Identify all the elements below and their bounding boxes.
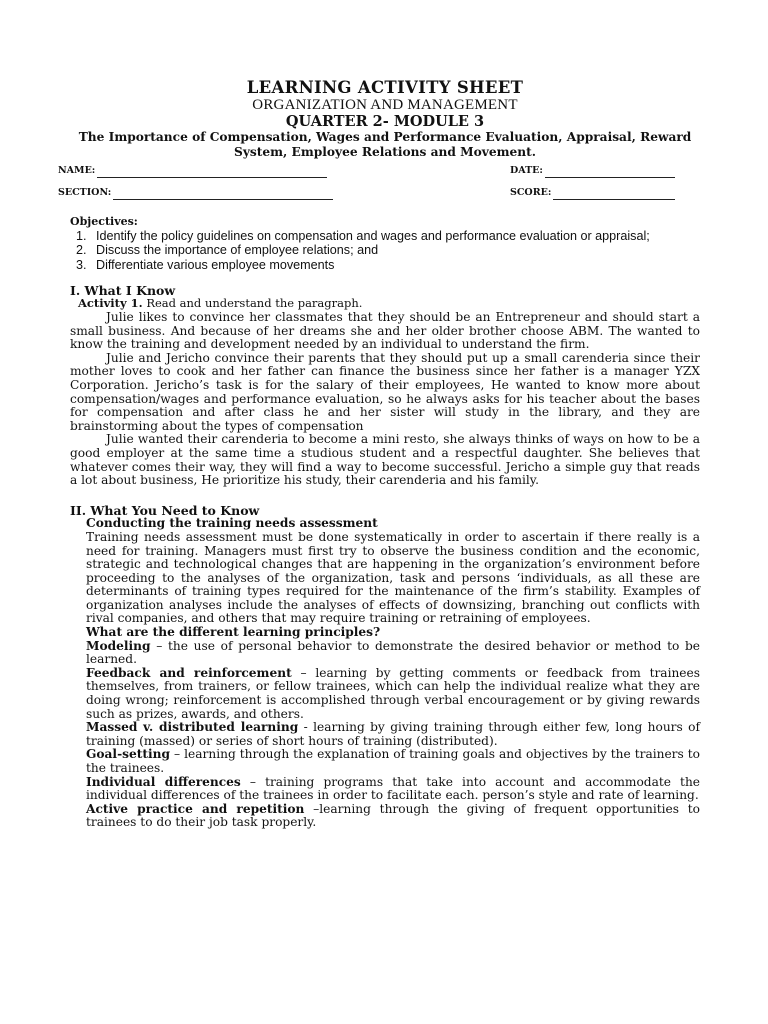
objective-text: Discuss the importance of employee relations; and bbox=[96, 243, 379, 258]
principle-description: training programs that take into account and accommodate the individual differences of the trainees in order to facilitate each. person’s style and rate of learning. bbox=[86, 774, 701, 803]
principle-separator: – bbox=[150, 638, 169, 653]
quarter-module: QUARTER 2- MODULE 3 bbox=[285, 113, 485, 130]
student-info-fields bbox=[58, 161, 700, 207]
principle-separator: – bbox=[304, 801, 320, 816]
principle-term: Feedback and reinforcement bbox=[86, 665, 292, 680]
principle-term: Modeling bbox=[86, 638, 151, 653]
principle-item bbox=[86, 667, 700, 721]
principle-item bbox=[86, 748, 700, 775]
topic-title: The Importance of Compensation, Wages and Performance Evaluation, Appraisal, Reward System, Employee Relations and Movement. bbox=[78, 130, 692, 159]
principle-description: the use of personal behavior to demonstrate the desired behavior or method to be learned. bbox=[86, 638, 701, 667]
story-paragraph-2: Julie and Jericho convince their parents that they should put up a small carenderia since their mother loves to cook and her father can finance the business since her father is a manager YZX Corporation. Jericho’s task is for the salary of their employees, He wanted to know more about compensation/wages and performance evaluation, so he always asks for his teacher about the bases for compensation and after class he and her sister will study in the library, and they are brainstorming about the types of compensation bbox=[70, 350, 700, 433]
principle-separator: – bbox=[170, 747, 185, 762]
name-field[interactable] bbox=[58, 164, 327, 178]
story-paragraph-1: Julie likes to convince her classmates that they should be an Entrepreneur and should start a small business. And because of her dreams she and her older brother choose ABM. The wanted to know the training and development needed by an individual to understand the firm. bbox=[70, 310, 700, 352]
section-field[interactable] bbox=[58, 186, 333, 200]
objective-item bbox=[76, 243, 700, 257]
activity-instruction: Read and understand the paragraph. bbox=[142, 296, 363, 311]
principle-item bbox=[86, 640, 700, 667]
principle-item bbox=[86, 776, 700, 803]
name-label: NAME: bbox=[58, 165, 96, 176]
score-line[interactable] bbox=[553, 189, 675, 200]
subject-title: ORGANIZATION AND MANAGEMENT bbox=[252, 97, 518, 113]
principle-description: learning by getting comments or feedback from trainees themselves, from trainers, or fellow trainees, which can help the individual realize what they are doing wrong; reinforcement is accomplished through verbal encouragement or by giving rewards such as prizes, awards, and others. bbox=[86, 665, 700, 721]
principle-term: Massed v. distributed learning bbox=[86, 720, 299, 735]
objective-number: 1. bbox=[76, 229, 87, 244]
objective-text: Identify the policy guidelines on compensation and wages and performance evaluation or appraisal; bbox=[96, 229, 650, 244]
objective-text: Differentiate various employee movements bbox=[96, 257, 335, 272]
principle-item bbox=[86, 803, 700, 830]
section-what-i-know-heading: I. What I Know bbox=[70, 282, 176, 298]
objectives-list bbox=[70, 229, 700, 272]
principle-separator: – bbox=[240, 774, 266, 789]
principle-description: learning through the giving of frequent opportunities to trainees to do their job task properly. bbox=[86, 801, 701, 830]
principle-description: learning by giving training through either few, long hours of training (massed) or series of short hours of training (distributed). bbox=[86, 720, 700, 748]
score-field[interactable] bbox=[510, 186, 675, 200]
learning-principles-question: What are the different learning principles? bbox=[86, 625, 381, 640]
training-needs-paragraph: Training needs assessment must be done systematically in order to ascertain if there really is a need for training. Managers must first try to observe the business condition and the economic, strategic and technological changes that are happening in the organization’s environment before proceeding to the analyses of the organization, task and persons ‘individuals, as all these are determinants of training types required for the maintenance of the firm’s stability. Examples of organization analyses include the analyses of effects of downsizing, branching out conflicts with rival companies, and others that may require training or retraining of employees. bbox=[86, 529, 700, 626]
section-line[interactable] bbox=[113, 189, 333, 200]
principle-item bbox=[86, 721, 700, 748]
story-paragraph-3: Julie wanted their carenderia to become a mini resto, she always thinks of ways on how to be a good employer at the same time a studious student and a respectful daughter. She believes that whatever comes their way, they will find a way to become successful. Jericho a simple guy that reads a lot about business, He prioritize his study, their carenderia and his family. bbox=[70, 432, 700, 488]
date-field[interactable] bbox=[510, 164, 675, 178]
date-label: DATE: bbox=[510, 165, 543, 176]
sheet-title: LEARNING ACTIVITY SHEET bbox=[246, 78, 524, 97]
score-label: SCORE: bbox=[510, 187, 552, 198]
activity-label: Activity 1. bbox=[78, 296, 143, 311]
principle-separator: - bbox=[298, 720, 314, 735]
date-line[interactable] bbox=[545, 167, 675, 178]
section-what-you-need-to-know-heading: II. What You Need to Know bbox=[70, 502, 260, 518]
activity-1 bbox=[78, 297, 700, 311]
objective-item bbox=[76, 229, 700, 243]
objective-item bbox=[76, 258, 700, 272]
principle-term: Active practice and repetition bbox=[86, 801, 305, 816]
principle-separator: – bbox=[291, 665, 316, 680]
training-needs-heading: Conducting the training needs assessment bbox=[86, 516, 378, 531]
objective-number: 2. bbox=[76, 243, 87, 258]
objectives bbox=[70, 215, 700, 272]
principle-term: Individual differences bbox=[86, 774, 241, 789]
section-label: SECTION: bbox=[58, 187, 112, 198]
objective-number: 3. bbox=[76, 257, 87, 272]
principle-description: learning through the explanation of training goals and objectives by the trainers to the trainees. bbox=[86, 747, 701, 775]
objectives-heading: Objectives: bbox=[70, 215, 138, 228]
section-2-body bbox=[86, 517, 700, 830]
name-line[interactable] bbox=[97, 167, 327, 178]
principle-term: Goal-setting bbox=[86, 747, 171, 762]
